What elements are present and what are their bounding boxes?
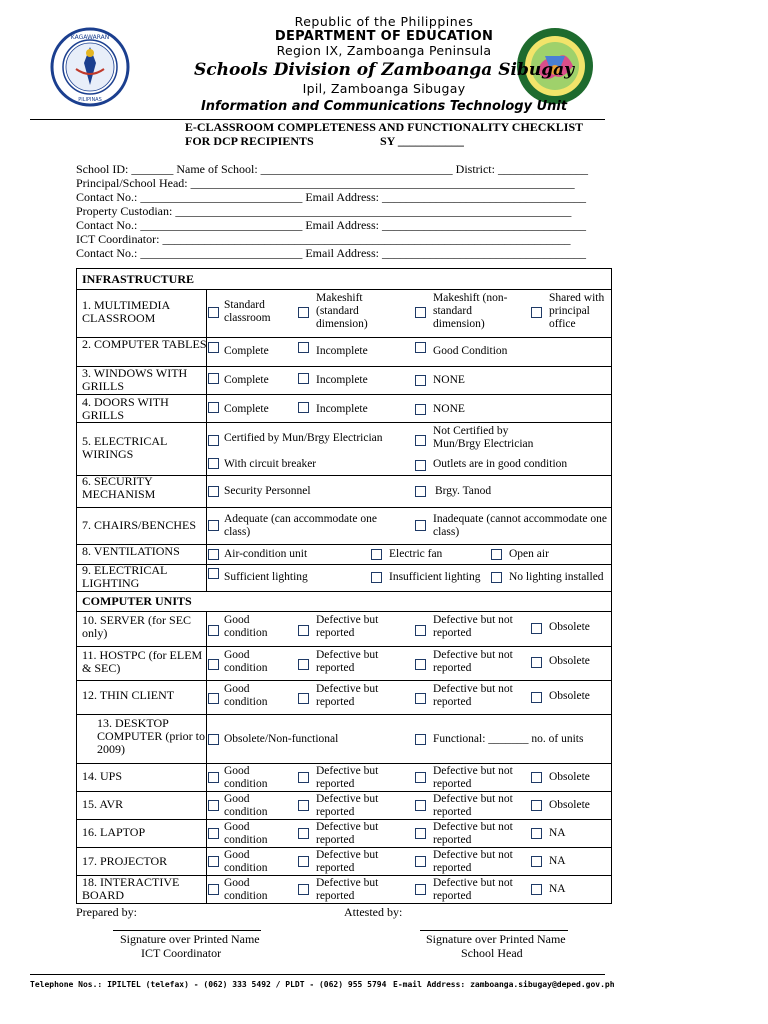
checkbox[interactable] [415, 772, 426, 783]
header-republic: Republic of the Philippines [294, 14, 474, 29]
checkbox[interactable] [298, 884, 309, 895]
option-label: Complete [224, 374, 269, 386]
checkbox[interactable] [415, 435, 426, 446]
checkbox[interactable] [415, 659, 426, 670]
checkbox[interactable] [531, 623, 542, 634]
row-label: 7. CHAIRS/BENCHES [82, 518, 197, 532]
row-label: 17. PROJECTOR [82, 854, 168, 868]
option-label: NONE [433, 403, 465, 415]
checkbox[interactable] [208, 828, 219, 839]
form-subtitle: FOR DCP RECIPIENTS [185, 134, 314, 148]
table-rule [77, 847, 611, 848]
checkbox[interactable] [208, 486, 219, 497]
checkbox[interactable] [415, 486, 426, 497]
table-rule [77, 763, 611, 764]
checkbox[interactable] [415, 856, 426, 867]
option-label: Good condition [224, 614, 268, 639]
checkbox[interactable] [415, 693, 426, 704]
option-label: Not Certified by Mun/Brgy Electrician [433, 425, 534, 450]
checkbox[interactable] [415, 625, 426, 636]
principal-field: Principal/School Head: ________________________________________________________________ [76, 176, 575, 190]
row-label: 12. THIN CLIENT [82, 688, 175, 702]
option-label: Defective but not reported [433, 614, 513, 639]
footer-telephone: Telephone Nos.: IPILTEL (telefax) - (062) 333 5492 / PLDT - (062) 955 5794 [30, 980, 387, 989]
checkbox[interactable] [298, 856, 309, 867]
checkbox[interactable] [531, 856, 542, 867]
checkbox[interactable] [415, 404, 426, 415]
checkbox[interactable] [415, 884, 426, 895]
school-year: SY ___________ [380, 134, 464, 148]
option-label: Defective but reported [316, 877, 379, 902]
checkbox[interactable] [208, 373, 219, 384]
checkbox[interactable] [298, 659, 309, 670]
checkbox[interactable] [298, 373, 309, 384]
header-location: Ipil, Zamboanga Sibugay [302, 81, 466, 96]
header-region: Region IX, Zamboanga Peninsula [276, 43, 492, 58]
option-label: Incomplete [316, 374, 368, 386]
checkbox[interactable] [491, 572, 502, 583]
option-label: Complete [224, 403, 269, 415]
option-label: Defective but not reported [433, 877, 513, 902]
option-label: Obsolete [549, 799, 590, 811]
option-label: Obsolete [549, 690, 590, 702]
option-label: Makeshift (non-standard dimension) [433, 292, 508, 330]
option-label: Electric fan [389, 548, 443, 560]
row-label: 8. VENTILATIONS [82, 544, 180, 558]
ict-coordinator-field: ICT Coordinator: ____________________________________________________________________ [76, 232, 571, 246]
option-label: Defective but not reported [433, 849, 513, 874]
checkbox[interactable] [531, 772, 542, 783]
signer-role: ICT Coordinator [141, 946, 222, 960]
table-rule [77, 591, 611, 592]
checkbox[interactable] [531, 657, 542, 668]
row-label: 9. ELECTRICAL LIGHTING [82, 563, 167, 590]
table-rule [77, 791, 611, 792]
option-label: Obsolete/Non-functional [224, 733, 339, 745]
contact-field: Contact No.: ___________________________ Email Address: __________________________________ [76, 218, 586, 232]
option-label: Sufficient lighting [224, 571, 308, 583]
row-label: 2. COMPUTER TABLES [82, 337, 207, 351]
row-label: 4. DOORS WITH GRILLS [82, 395, 169, 422]
option-label: Defective but reported [316, 614, 379, 639]
checkbox[interactable] [298, 307, 309, 318]
option-label: Complete [224, 345, 269, 357]
checkbox[interactable] [531, 884, 542, 895]
option-label: Air-condition unit [224, 548, 308, 560]
option-label: Makeshift (standard dimension) [316, 292, 368, 330]
checkbox[interactable] [208, 800, 219, 811]
option-label: Defective but not reported [433, 683, 513, 708]
contact-field: Contact No.: ___________________________ Email Address: __________________________________ [76, 246, 586, 260]
row-label: 3. WINDOWS WITH GRILLS [82, 366, 188, 393]
option-label: Defective but reported [316, 849, 379, 874]
option-label: Defective but not reported [433, 793, 513, 818]
checkbox[interactable] [531, 800, 542, 811]
option-label: NA [549, 883, 566, 895]
row-label: 10. SERVER (for SEC only) [82, 613, 192, 640]
checkbox[interactable] [531, 692, 542, 703]
option-label: Good condition [224, 821, 268, 846]
checkbox[interactable] [208, 435, 219, 446]
option-label: Good condition [224, 849, 268, 874]
option-label: Incomplete [316, 345, 368, 357]
option-label: Insufficient lighting [389, 571, 481, 583]
checkbox[interactable] [298, 342, 309, 353]
signature-caption: Signature over Printed Name [120, 932, 260, 946]
checkbox[interactable] [208, 549, 219, 560]
row-label: 15. AVR [82, 797, 124, 811]
option-label: Inadequate (cannot accommodate one class) [433, 513, 608, 538]
section-computer-units: COMPUTER UNITS [82, 594, 192, 608]
checkbox[interactable] [208, 568, 219, 579]
option-label: Defective but not reported [433, 649, 513, 674]
row-label: 16. LAPTOP [82, 825, 146, 839]
checkbox[interactable] [208, 693, 219, 704]
option-label: Obsolete [549, 771, 590, 783]
option-label: Good condition [224, 765, 268, 790]
checklist-table [76, 268, 612, 904]
option-label: Open air [509, 548, 549, 560]
checkbox[interactable] [208, 772, 219, 783]
signer-role: School Head [461, 946, 523, 960]
checkbox[interactable] [415, 734, 426, 745]
table-rule [77, 507, 611, 508]
checkbox[interactable] [208, 520, 219, 531]
option-label: Brgy. Tanod [435, 485, 492, 497]
option-label: NA [549, 855, 566, 867]
row-label: 1. MULTIMEDIA CLASSROOM [82, 298, 170, 325]
checkbox[interactable] [415, 828, 426, 839]
contact-field: Contact No.: ___________________________ Email Address: __________________________________ [76, 190, 586, 204]
row-label: 14. UPS [82, 769, 123, 783]
attested-by-label: Attested by: [344, 905, 403, 919]
option-label: Certified by Mun/Brgy Electrician [224, 432, 383, 444]
prepared-by-label: Prepared by: [76, 905, 137, 919]
checkbox[interactable] [415, 375, 426, 386]
signature-line [420, 930, 568, 931]
row-label: 5. ELECTRICAL WIRINGS [82, 434, 167, 461]
footer-email: E-mail Address: zamboanga.sibugay@deped.gov.ph [393, 980, 615, 989]
option-label: Defective but not reported [433, 821, 513, 846]
table-rule [77, 680, 611, 681]
checkbox[interactable] [415, 460, 426, 471]
option-label: Outlets are in good condition [433, 458, 568, 470]
signature-line [113, 930, 261, 931]
checkbox[interactable] [371, 572, 382, 583]
table-rule [77, 611, 611, 612]
row-label: 18. INTERACTIVE BOARD [82, 875, 180, 902]
checkbox[interactable] [208, 734, 219, 745]
option-label: Good condition [224, 793, 268, 818]
checkbox[interactable] [298, 402, 309, 413]
checkbox[interactable] [208, 307, 219, 318]
option-label: Defective but reported [316, 683, 379, 708]
svg-text:PILIPINAS: PILIPINAS [78, 97, 102, 103]
option-label: NA [549, 827, 566, 839]
option-label: Obsolete [549, 621, 590, 633]
section-infrastructure: INFRASTRUCTURE [82, 272, 195, 286]
option-label: Shared with principal office [549, 292, 605, 330]
checkbox[interactable] [298, 625, 309, 636]
row-label: 6. SECURITY MECHANISM [82, 474, 156, 501]
svg-text:KAGAWARAN: KAGAWARAN [70, 34, 110, 41]
checkbox[interactable] [208, 884, 219, 895]
option-label: No lighting installed [509, 571, 604, 583]
checkbox[interactable] [491, 549, 502, 560]
checkbox[interactable] [415, 342, 426, 353]
option-label: Functional: _______ no. of units [433, 733, 584, 745]
table-rule [77, 289, 611, 290]
option-label: Incomplete [316, 403, 368, 415]
row-label: 13. DESKTOP COMPUTER (prior to 2009) [97, 716, 205, 756]
option-label: Good Condition [433, 345, 508, 357]
header-division: Schools Division of Zamboanga Sibugay [194, 60, 574, 80]
checkbox[interactable] [298, 828, 309, 839]
option-label: Standard classroom [224, 299, 271, 324]
custodian-field: Property Custodian: __________________________________________________________________ [76, 204, 572, 218]
checkbox[interactable] [208, 659, 219, 670]
option-label: Good condition [224, 649, 268, 674]
footer-rule [30, 974, 605, 975]
checkbox[interactable] [208, 856, 219, 867]
checkbox[interactable] [298, 772, 309, 783]
form-title: E-CLASSROOM COMPLETENESS AND FUNCTIONALITY CHECKLIST [184, 120, 584, 134]
checkbox[interactable] [371, 549, 382, 560]
option-label: Obsolete [549, 655, 590, 667]
option-label: Defective but reported [316, 765, 379, 790]
checkbox[interactable] [415, 307, 426, 318]
row-label: 11. HOSTPC (for ELEM & SEC) [82, 648, 203, 675]
table-rule [77, 819, 611, 820]
option-label: Defective but reported [316, 649, 379, 674]
option-label: Defective but not reported [433, 765, 513, 790]
option-label: Good condition [224, 683, 268, 708]
table-rule [77, 714, 611, 715]
checkbox[interactable] [298, 800, 309, 811]
table-rule [77, 646, 611, 647]
option-label: Security Personnel [224, 485, 311, 497]
checkbox[interactable] [415, 800, 426, 811]
checkbox[interactable] [208, 458, 219, 469]
checkbox[interactable] [298, 693, 309, 704]
checkbox[interactable] [208, 625, 219, 636]
checkbox[interactable] [208, 342, 219, 353]
option-label: Defective but reported [316, 821, 379, 846]
table-rule [77, 422, 611, 423]
checkbox[interactable] [531, 828, 542, 839]
checkbox[interactable] [208, 402, 219, 413]
option-label: Good condition [224, 877, 268, 902]
checkbox[interactable] [531, 307, 542, 318]
header-department: DEPARTMENT OF EDUCATION [274, 29, 494, 44]
header-unit: Information and Communications Technology Unit [200, 99, 568, 114]
option-label: With circuit breaker [224, 458, 317, 470]
option-label: Adequate (can accommodate one class) [224, 513, 377, 538]
option-label: Defective but reported [316, 793, 379, 818]
school-info-field: School ID: _______ Name of School: ________________________________ District: _______________ [76, 162, 588, 176]
signature-caption: Signature over Printed Name [426, 932, 566, 946]
checkbox[interactable] [415, 520, 426, 531]
option-label: NONE [433, 374, 465, 386]
